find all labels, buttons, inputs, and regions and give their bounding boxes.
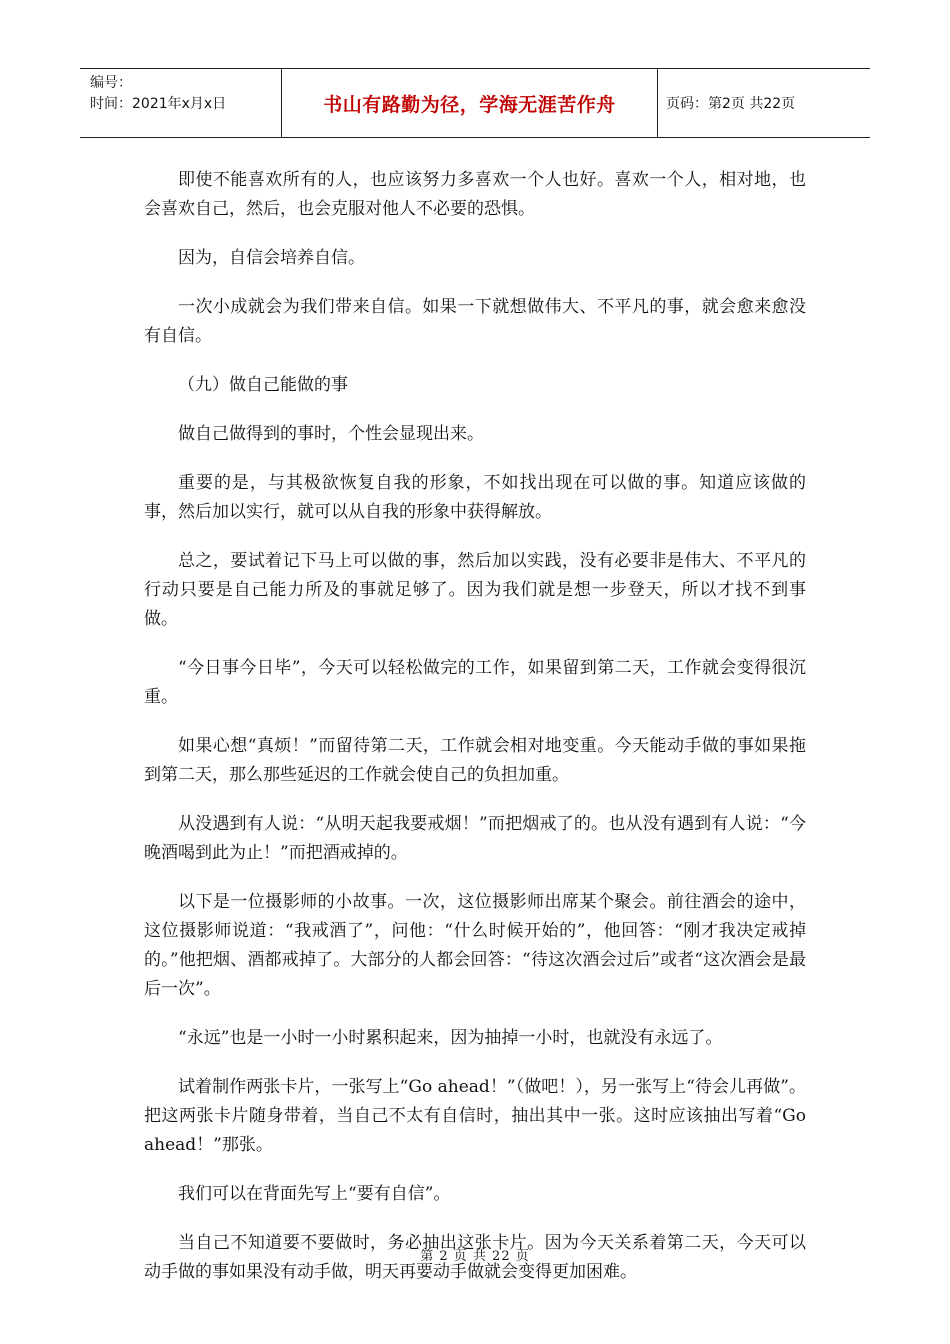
page-header [80, 68, 870, 138]
paragraph: 试着制作两张卡片，一张写上“Go ahead！”（做吧！），另一张写上“待会儿再做”。把这两张卡片随身带着，当自己不太有自信时，抽出其中一张。这时应该抽出写着“Go ahead！”那张。 [144, 1077, 806, 1155]
paragraph: 当自己不知道要不要做时，务必抽出这张卡片。因为今天关系着第二天，今天可以动手做的事如果没有动手做，明天再要动手做就会变得更加困难。 [144, 1233, 806, 1282]
page-footer: 第 2 页 共 22 页 [420, 1249, 530, 1264]
paragraph: 我们可以在背面先写上“要有自信”。 [178, 1184, 451, 1204]
document-body [144, 166, 806, 1307]
header-motto: 书山有路勤为径，学海无涯苦作舟 [282, 69, 658, 137]
header-meta [80, 69, 282, 137]
paragraph: 以下是一位摄影师的小故事。一次，这位摄影师出席某个聚会。前往酒会的途中，这位摄影师说道：“我戒酒了”，问他：“什么时候开始的”，他回答：“刚才我决定戒掉的。”他把烟、酒都戒掉了。大部分的人都会回答：“待这次酒会过后”或者“这次酒会是最后一次”。 [144, 892, 806, 999]
paragraph: 从没遇到有人说：“从明天起我要戒烟！”而把烟戒了的。也从没有遇到有人说：“今晚酒喝到此为止！”而把酒戒掉的。 [144, 814, 806, 863]
paragraph: “永远”也是一小时一小时累积起来，因为抽掉一小时，也就没有永远了。 [178, 1028, 723, 1048]
paragraph: “今日事今日毕”，今天可以轻松做完的工作，如果留到第二天，工作就会变得很沉重。 [144, 658, 806, 707]
paragraph: 重要的是，与其极欲恢复自我的形象，不如找出现在可以做的事。知道应该做的事，然后加以实行，就可以从自我的形象中获得解放。 [144, 473, 806, 522]
paragraph: 做自己做得到的事时，个性会显现出来。 [178, 424, 484, 444]
paragraph: 如果心想“真烦！”而留待第二天，工作就会相对地变重。今天能动手做的事如果拖到第二天，那么那些延迟的工作就会使自己的负担加重。 [144, 736, 806, 785]
header-page-info: 页码：第2页 共22页 [666, 96, 796, 112]
number-label: 编号： [90, 75, 132, 91]
paragraph: 即使不能喜欢所有的人，也应该努力多喜欢一个人也好。喜欢一个人，相对地，也会喜欢自己，然后，也会克服对他人不必要的恐惧。 [144, 170, 806, 219]
section-heading: （九）做自己能做的事 [178, 375, 348, 395]
paragraph: 因为，自信会培养自信。 [178, 248, 365, 268]
paragraph: 总之，要试着记下马上可以做的事，然后加以实践，没有必要非是伟大、不平凡的行动只要是自己能力所及的事就足够了。因为我们就是想一步登天，所以才找不到事做。 [144, 551, 806, 629]
paragraph: 一次小成就会为我们带来自信。如果一下就想做伟大、不平凡的事，就会愈来愈没有自信。 [144, 297, 806, 346]
time-label: 时间：2021年x月x日 [90, 96, 227, 112]
